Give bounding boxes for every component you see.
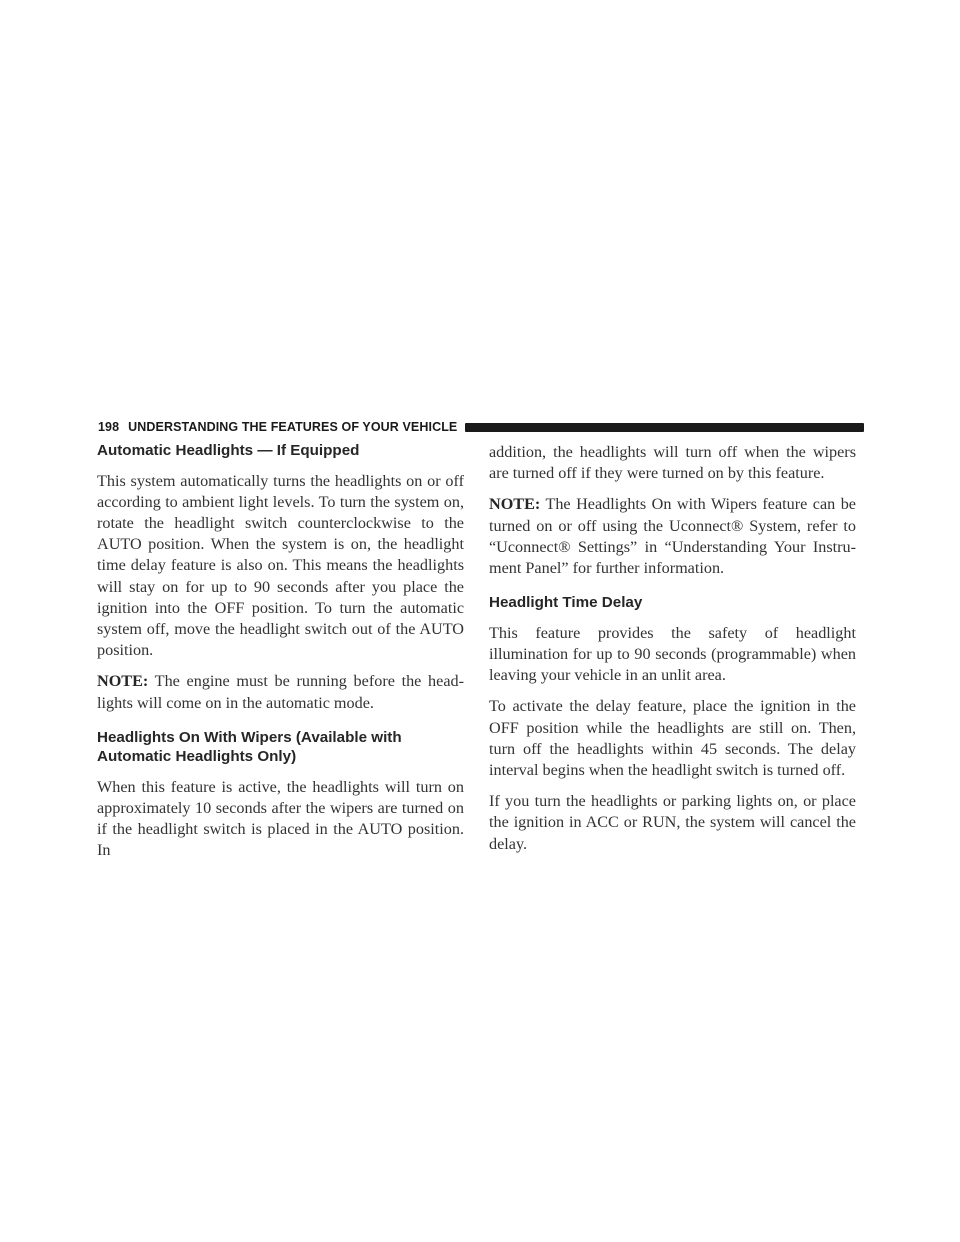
note-text: The Headlights On with Wipers feature can be turned on or off using the Uconnect® System, refer to “Uconnect® Settings” in “Understanding Your Instru-ment Panel” for further information. (489, 495, 856, 578)
note-label: NOTE: (97, 672, 149, 691)
paragraph-cancel-delay: If you turn the headlights or parking lights on, or place the ignition in ACC or RUN, the system will cancel the delay. (489, 792, 856, 853)
heading-automatic-headlights: Automatic Headlights — If Equipped (97, 442, 360, 459)
note-engine-running (97, 671, 464, 713)
note-uconnect (489, 494, 856, 579)
paragraph-activate-delay: To activate the delay feature, place the ignition in the OFF position while the headlights are still on. Then, turn off the headlights within 45 seconds. The delay interval begins when the headlight switch is turned off. (489, 697, 856, 779)
paragraph-headlights-wipers: When this feature is active, the headlights will turn on approximately 10 seconds after the wipers are turned on if the headlight switch is placed in the AUTO position. In (97, 777, 464, 860)
left-column (97, 441, 464, 872)
paragraph-time-delay-intro: This feature provides the safety of headlight illumination for up to 90 seconds (programmable) when leaving your vehicle in an unlit area. (489, 623, 856, 685)
heading-headlights-on-with-wipers: Headlights On With Wipers (Available with Automatic Headlights Only) (97, 728, 402, 766)
note-text: The engine must be running before the head-lights will come on in the automatic mode. (97, 672, 464, 712)
header-rule (465, 423, 864, 432)
right-column (489, 442, 856, 865)
paragraph-automatic-headlights: This system automatically turns the headlights on or off according to ambient light levels. To turn the system on, rotate the headlight switch counterclockwise to the AUTO position. When the system is on, the headlight time delay feature is also on. This means the headlights will stay on for up to 90 seconds after you place the ignition into the OFF position. To turn the automatic system off, move the headlight switch out of the AUTO position. (97, 471, 464, 660)
heading-headlight-time-delay: Headlight Time Delay (489, 594, 643, 612)
note-label: NOTE: (489, 495, 541, 514)
page-number: 198 (98, 420, 120, 434)
paragraph-wipers-continued: addition, the headlights will turn off when the wipers are turned off if they were turned on by this feature. (489, 443, 856, 483)
running-section-title: UNDERSTANDING THE FEATURES OF YOUR VEHICLE (128, 420, 458, 434)
page-header (98, 418, 864, 436)
